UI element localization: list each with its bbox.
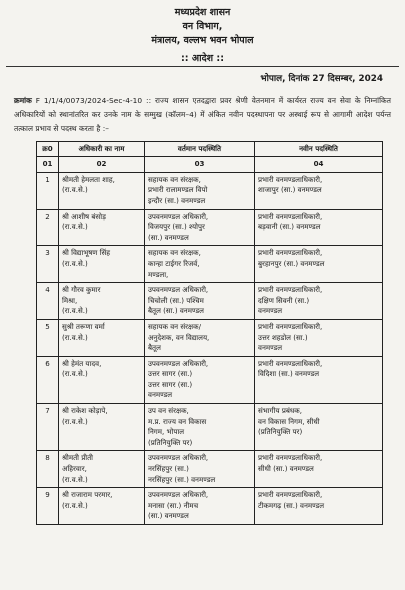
cell-current-posting: उपवनमण्डल अधिकारी, मनासा (सा.) नीमच (सा.) वनमण्डल [145,488,255,525]
cell-current-posting: उपवनमण्डल अधिकारी, विजयपुर (सा.) श्योपुर (सा.) वनमण्डल [145,209,255,246]
cell-new-posting: संभागीय प्रबंधक, वन विकास निगम, सीधी (प्रतिनियुक्ति पर) [255,404,383,451]
table-row [37,404,383,451]
cell-new-posting: प्रभारी वनमण्डलाधिकारी, शाजापुर (सा.) वनमण्डल [255,172,383,209]
cell-current-posting: सहायक वन संरक्षक, प्रभारी रालामण्डल विपो इन्दौर (सा.) वनमण्डल [145,172,255,209]
order-text: :: राज्य शासन एतदद्वारा प्रवर श्रेणी वेतनमान में कार्यरत राज्य वन सेवा के निम्नांकित अधिकारियों को स्थानांतरित कर उनके नाम के सम्मुख (कॉलम–4) में अंकित नवीन पदस्थापना पर अस्थाई रूप से आगामी आदेश पर्यन्त तत्काल प्रभाव से पदस्थ करता है :– [14,96,392,134]
cell-serial: 1 [37,172,59,209]
transfer-table [36,141,383,525]
cell-serial: 4 [37,283,59,320]
cell-officer-name: सुश्री तरूणा वर्मा (रा.व.से.) [59,319,145,356]
order-title: :: आदेश :: [180,53,225,64]
table-row [37,488,383,525]
table-row [37,209,383,246]
col-number: 03 [145,157,255,173]
cell-current-posting: उपवनमण्डल अधिकारी, चिचोली (सा.) पश्चिम बैतूल (सा.) वनमण्डल [145,283,255,320]
cell-officer-name: श्री राजाराम परमार, (रा.व.से.) [59,488,145,525]
cell-current-posting: उप वन संरक्षक, म.प्र. राज्य वन विकास निगम, भोपाल (प्रतिनियुक्ति पर) [145,404,255,451]
cell-serial: 8 [37,451,59,488]
cell-current-posting: उपवनमण्डल अधिकारी, उत्तर सागर (सा.) उत्तर सागर (सा.) वनमण्डल [145,356,255,403]
header-ministry: मंत्रालय, वल्लभ भवन भोपाल [151,35,254,46]
date-line: भोपाल, दिनांक 27 दिसम्बर, 2024 [260,74,383,84]
header-government: मध्यप्रदेश शासन [174,7,231,18]
cell-current-posting: उपवनमण्डल अधिकारी, नरसिंहपुर (सा.) नरसिंहपुर (सा.) वनमण्डल [145,451,255,488]
header-serial: क्र0 [37,141,59,157]
table-row [37,283,383,320]
cell-new-posting: प्रभारी वनमण्डलाधिकारी, दक्षिण सिवनी (सा.) वनमण्डल [255,283,383,320]
table-header-row [37,141,383,157]
table-row [37,246,383,283]
cell-officer-name: श्री हेमंत यादव, (रा.व.से.) [59,356,145,403]
order-number-prefix: क्रमांक [14,96,32,105]
cell-new-posting: प्रभारी वनमण्डलाधिकारी, उत्तर शहडोल (सा.) वनमण्डल [255,319,383,356]
cell-current-posting: सहायक वन संरक्षक/ अनुदेशक, वन विद्यालय, बैतूल [145,319,255,356]
header-new-posting: नवीन पदस्थिति [255,141,383,157]
cell-officer-name: श्रीमती हेमलता शाह, (रा.व.से.) [59,172,145,209]
cell-current-posting: सहायक वन संरक्षक, कान्हा टाईगर रिजर्व, मण्डला, [145,246,255,283]
table-row [37,451,383,488]
col-number: 02 [59,157,145,173]
cell-serial: 9 [37,488,59,525]
header-officer-name: अधिकारी का नाम [59,141,145,157]
order-paragraph [0,84,405,137]
cell-new-posting: प्रभारी वनमण्डलाधिकारी, सीधी (सा.) वनमण्डल [255,451,383,488]
col-number: 04 [255,157,383,173]
col-number: 01 [37,157,59,173]
cell-officer-name: श्री राकेश कोड़ापे, (रा.व.से.) [59,404,145,451]
cell-officer-name: श्री गौरव कुमार मिश्रा, (रा.व.से.) [59,283,145,320]
cell-officer-name: श्रीमती प्रीती अहिरवार, (रा.व.से.) [59,451,145,488]
cell-new-posting: प्रभारी वनमण्डलाधिकारी, विदिशा (सा.) वनमण्डल [255,356,383,403]
cell-serial: 5 [37,319,59,356]
cell-officer-name: श्री विद्याभूषण सिंह (रा.व.से.) [59,246,145,283]
table-row [37,172,383,209]
column-number-row [37,157,383,173]
header-department: वन विभाग, [182,21,223,32]
cell-serial: 3 [37,246,59,283]
cell-new-posting: प्रभारी वनमण्डलाधिकारी, टीकमगढ़ (सा.) वनमण्डल [255,488,383,525]
cell-serial: 7 [37,404,59,451]
cell-officer-name: श्री आशीष बंसोड़ (रा.व.से.) [59,209,145,246]
cell-serial: 2 [37,209,59,246]
table-row [37,319,383,356]
cell-new-posting: प्रभारी वनमण्डलाधिकारी, बुरहानपुर (सा.) वनमण्डल [255,246,383,283]
cell-serial: 6 [37,356,59,403]
table-body [37,172,383,524]
header-current-posting: वर्तमान पदस्थिति [145,141,255,157]
table-row [37,356,383,403]
order-number: F 1/1/4/0073/2024-Sec-4-10 [35,96,143,105]
cell-new-posting: प्रभारी वनमण्डलाधिकारी, बड़वानी (सा.) वनमण्डल [255,209,383,246]
